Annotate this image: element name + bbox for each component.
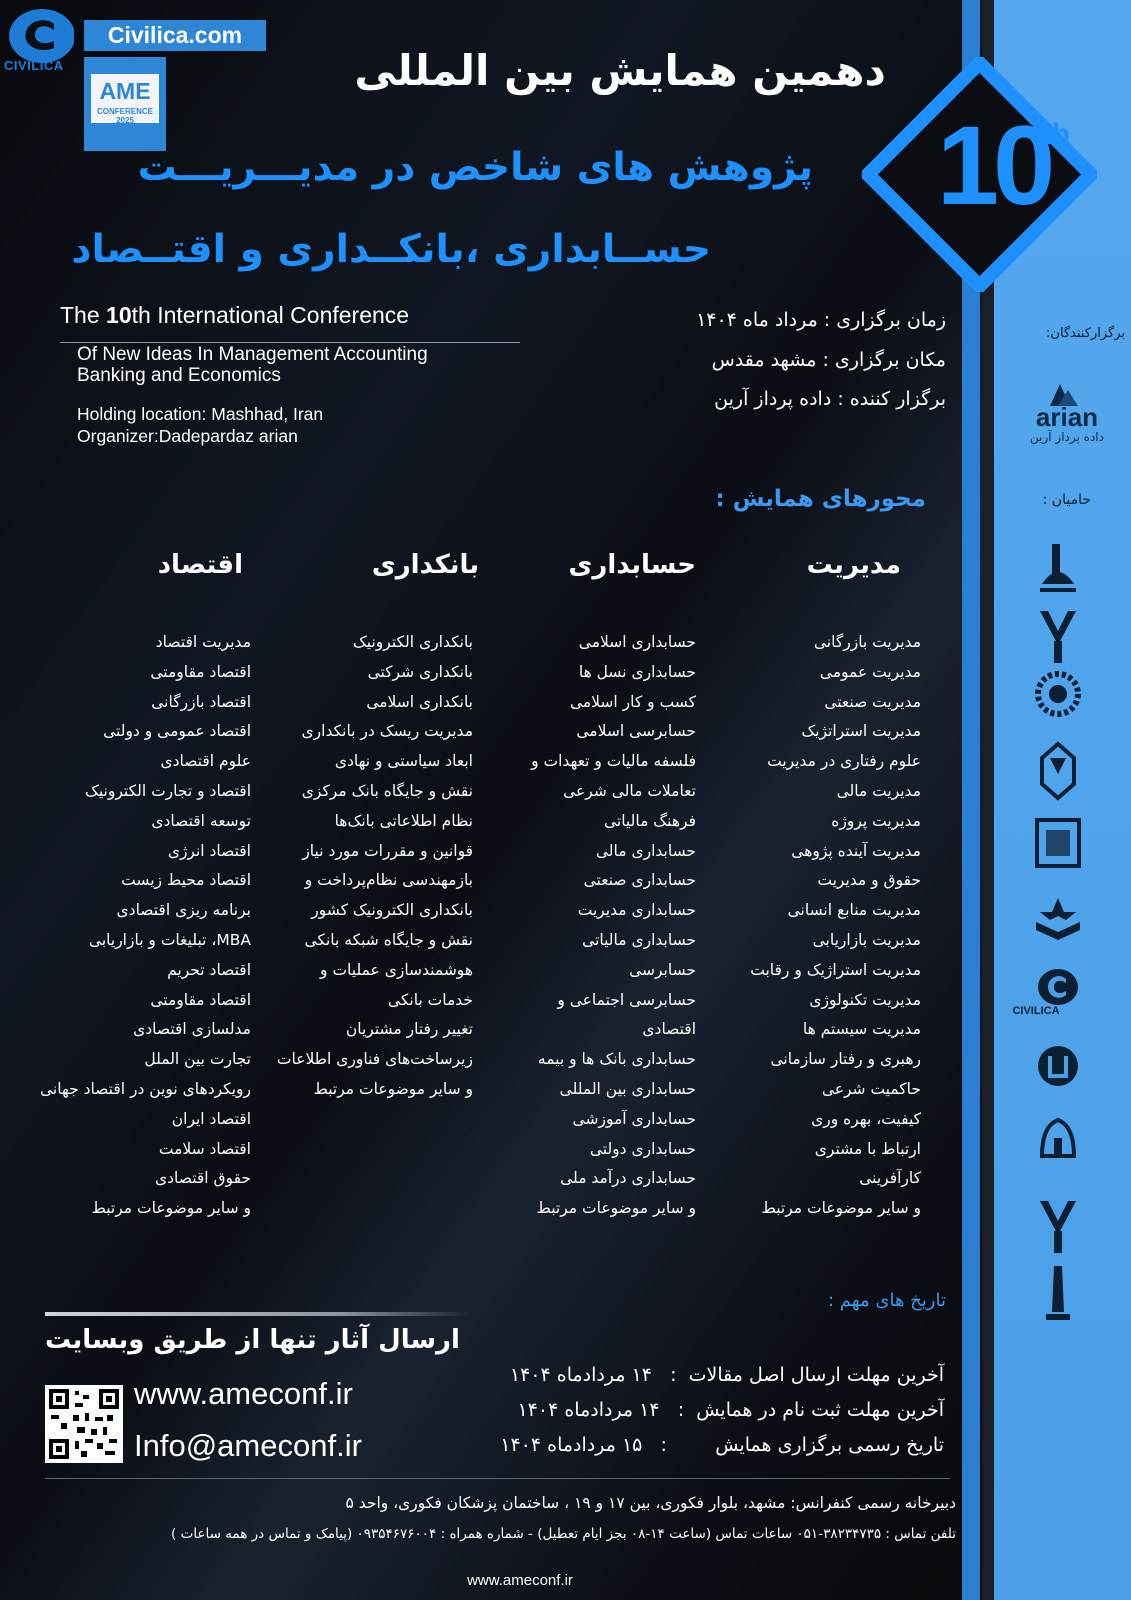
- axis-item: بانکداری الکترونیک کشور: [311, 901, 473, 920]
- axis-item: و سایر موضوعات مرتبط: [536, 1199, 696, 1218]
- civilica-sponsor-logo-icon: [1032, 965, 1084, 1027]
- axis-item: اقتصاد عمومی و دولتی: [103, 722, 251, 741]
- axis-item: هوشمندسازی عملیات و: [320, 960, 473, 979]
- english-subtitle-1: Of New Ideas In Management Accounting: [77, 344, 428, 365]
- payame-noor-logo-icon: [1032, 668, 1084, 730]
- axis-item: اقتصاد بازرگانی: [151, 692, 251, 711]
- axis-item: حسابداری مدیریت: [577, 901, 696, 920]
- banking-list: [277, 628, 473, 1105]
- axis-item: بانکداری الکترونیک: [352, 633, 473, 651]
- axis-item: تجارت بین الملل: [144, 1050, 251, 1069]
- axis-item: حسابداری اسلامی: [578, 633, 696, 651]
- qr-code-icon[interactable]: [45, 1385, 123, 1463]
- axis-item: مدیریت اقتصاد: [155, 633, 251, 651]
- axis-item: رویکردهای نوین در اقتصاد جهانی: [40, 1079, 251, 1098]
- column-header-economics: اقتصاد: [157, 550, 243, 580]
- edition-number: 10: [936, 103, 1050, 228]
- info-time: زمان برگزاری : مرداد ماه ۱۴۰۴: [696, 309, 946, 331]
- date-row: آخرین مهلت ثبت نام در همایش : ۱۴ مردادماه ۱۴۰۴: [517, 1399, 944, 1421]
- axis-item: حقوق اقتصادی: [155, 1169, 251, 1188]
- english-title: The 10th International Conference: [60, 302, 410, 328]
- civilica-caption: CIVILICA: [4, 58, 64, 73]
- axis-item: مدیریت پروژه: [831, 811, 921, 830]
- axis-item: حسابداری بانک ها و بیمه: [537, 1050, 696, 1069]
- submit-note: ارسال آثار تنها از طریق وبسایت: [45, 1325, 460, 1355]
- axis-item: نقش و جایگاه بانک مرکزی: [301, 781, 473, 800]
- axis-item: حسابرسی اسلامی: [576, 722, 696, 741]
- axis-item: برنامه ریزی اقتصادی: [116, 901, 251, 920]
- axis-item: حسابداری آموزشی: [572, 1109, 696, 1128]
- arian-logo-text: arian: [1035, 402, 1099, 432]
- management-list: [750, 628, 921, 1224]
- axis-item: خدمات بانکی: [387, 990, 473, 1009]
- axis-item: زیرساخت‌های فناوری اطلاعات: [276, 1050, 473, 1069]
- organization-logo-icon: [1032, 1040, 1084, 1102]
- economics-list: [40, 628, 251, 1224]
- axis-item: حسابداری مالی: [595, 841, 696, 860]
- axis-item: حاکمیت شرعی: [821, 1079, 921, 1098]
- axis-item: حسابرسی اجتماعی و: [557, 990, 696, 1009]
- dates-title: تاریخ های مهم :: [827, 1290, 946, 1311]
- date-row: آخرین مهلت ارسال اصل مقالات : ۱۴ مردادماه ۱۴۰۴: [509, 1364, 944, 1386]
- axis-item: حسابداری صنعتی: [583, 871, 696, 890]
- axis-item: تعاملات مالی شرعی: [563, 781, 696, 800]
- axis-item: اقتصاد محیط زیست: [121, 871, 251, 890]
- axis-item: اقتصاد تحریم: [167, 960, 251, 979]
- axis-item: حسابرسی: [629, 960, 696, 979]
- civilica-sponsor-caption: CIVILICA: [1012, 1005, 1060, 1017]
- title-line-2: پژوهش های شاخص در مدیـــریـــت: [137, 145, 813, 190]
- ame-logo-sub: CONFERENCE 2025: [96, 107, 153, 125]
- axis-item: حسابداری بین المللی: [559, 1079, 696, 1098]
- axis-item: اقتصاد انرژی: [167, 841, 251, 860]
- mosque-logo-icon: [1032, 1112, 1084, 1174]
- axis-item: نظام اطلاعاتی بانک‌ها: [334, 811, 473, 830]
- axis-item: اقتصاد و تجارت الکترونیک: [84, 781, 251, 800]
- axis-item: اقتصادی: [642, 1020, 696, 1039]
- axis-item: تغییر رفتار مشتریان: [345, 1020, 473, 1039]
- axis-item: حقوق و مدیریت: [817, 871, 921, 890]
- website-link[interactable]: www.ameconf.ir: [134, 1376, 353, 1411]
- english-subtitle-2: Banking and Economics: [77, 365, 281, 386]
- axis-item: بانکداری شرکتی: [367, 662, 473, 681]
- title-line-3: حســابداری ،بانکــداری و اقتــصاد: [71, 227, 711, 272]
- book-logo-icon: [1032, 892, 1084, 954]
- arian-logo: [1012, 380, 1122, 455]
- tower-logo-icon: [1032, 1262, 1084, 1332]
- axis-item: مدیریت استراژیک و رقابت: [750, 960, 921, 979]
- axis-item: مدلسازی اقتصادی: [133, 1020, 251, 1039]
- axis-item: مدیریت مالی: [836, 781, 921, 800]
- axis-item: بانکداری اسلامی: [366, 692, 473, 711]
- column-header-accounting: حسابداری: [568, 550, 696, 580]
- axis-item: بازمهندسی نظام‌پرداخت و: [304, 871, 473, 890]
- axis-item: قوانین و مقررات مورد نیاز: [302, 841, 473, 860]
- axis-item: مدیریت عمومی: [819, 662, 921, 681]
- azad-university-2-logo-icon: [1032, 1195, 1084, 1257]
- axis-item: نقش و جایگاه شبکه بانکی: [304, 930, 473, 949]
- applied-science-logo-icon: [1032, 740, 1084, 802]
- axis-item: کسب و کار اسلامی: [569, 692, 696, 711]
- axis-item: ارتباط با مشتری: [814, 1139, 921, 1158]
- axis-item: حسابداری مالیاتی: [582, 930, 696, 949]
- accounting-list: [531, 628, 696, 1224]
- axis-item: MBA، تبلیغات و بازاریابی: [88, 930, 251, 949]
- axis-item: علوم اقتصادی: [160, 752, 251, 771]
- axis-item: مدیریت تکنولوژی: [809, 990, 921, 1009]
- ame-logo-text: AME: [99, 78, 151, 104]
- footer-url[interactable]: www.ameconf.ir: [467, 1572, 573, 1589]
- axis-item: و سایر موضوعات مرتبط: [761, 1199, 921, 1218]
- axis-item: حسابداری نسل ها: [578, 662, 696, 681]
- axis-item: مدیریت ریسک در بانکداری: [301, 722, 473, 741]
- edition-suffix: th: [1042, 118, 1071, 151]
- secretariat-address: دبیرخانه رسمی کنفرانس: مشهد، بلوار فکوری، بین ۱۷ و ۱۹ ، ساختمان پزشکان فکوری، واحد ۵: [345, 1494, 956, 1512]
- english-title-underline: [60, 342, 520, 343]
- axis-item: توسعه اقتصادی: [151, 811, 251, 830]
- column-header-banking: بانکداری: [371, 550, 479, 580]
- axis-item: اقتصاد سلامت: [158, 1139, 251, 1158]
- axis-item: حسابداری درآمد ملی: [560, 1169, 696, 1188]
- organizers-label: برگزارکنندگان:: [1046, 326, 1125, 341]
- english-organizer: Organizer:Dadepardaz arian: [77, 426, 298, 446]
- axis-item: فرهنگ مالیاتی: [604, 811, 696, 830]
- axis-item: رهبری و رفتار سازمانی: [770, 1050, 921, 1069]
- civilica-site-link[interactable]: Civilica.com: [84, 20, 266, 51]
- info-organizer: برگزار کننده : داده پرداز آرین: [714, 388, 946, 410]
- axis-item: فلسفه مالیات و تعهدات و: [531, 752, 696, 771]
- axis-item: مدیریت صنعتی: [824, 692, 921, 711]
- axis-item: و سایر موضوعات مرتبط: [313, 1079, 473, 1098]
- axis-item: کیفیت، بهره وری: [811, 1109, 921, 1128]
- contact-phone: تلفن تماس : ۳۸۲۳۴۷۳۵-۰۵۱ ساعات تماس (ساعت ۱۴-۰۸ بجز ایام تعطیل) - شماره همراه : ۰۹۳۵۴۶۷۶۰۰۴ (پیامک و تماس در همه ساعات ): [171, 1526, 956, 1542]
- axis-item: حسابداری دولتی: [589, 1139, 696, 1158]
- axis-item: و سایر موضوعات مرتبط: [91, 1199, 251, 1218]
- axis-item: علوم رفتاری در مدیریت: [767, 752, 921, 771]
- axis-item: کارآفرینی: [859, 1169, 921, 1188]
- axis-item: اقتصاد ایران: [171, 1109, 251, 1128]
- date-row: تاریخ رسمی برگزاری همایش : ۱۵ مردادماه ۱۴۰۴: [500, 1434, 944, 1456]
- axis-item: اقتصاد مقاومتی: [150, 990, 251, 1009]
- axis-item: مدیریت بازرگانی: [813, 633, 921, 651]
- info-place: مکان برگزاری : مشهد مقدس: [711, 349, 946, 371]
- university-logo-icon: [1032, 540, 1084, 602]
- axis-item: ابعاد سیاستی و نهادی: [334, 752, 473, 771]
- shahid-beheshti-logo-icon: [1032, 812, 1084, 874]
- axis-item: مدیریت منابع انسانی: [787, 901, 921, 920]
- azad-university-logo-icon: [1032, 605, 1084, 667]
- axis-item: مدیریت استراتژیک: [801, 722, 921, 741]
- english-location: Holding location: Mashhad, Iran: [77, 404, 324, 424]
- column-header-management: مدیریت: [806, 550, 901, 580]
- axis-item: مدیریت سیستم ها: [802, 1020, 921, 1039]
- sponsors-label: حامیان :: [1042, 492, 1091, 508]
- axis-item: مدیریت آینده پژوهی: [791, 841, 921, 860]
- axis-item: اقتصاد مقاومتی: [150, 662, 251, 681]
- footer-divider: [45, 1478, 950, 1479]
- email-link[interactable]: Info@ameconf.ir: [134, 1428, 362, 1463]
- axis-item: مدیریت بازاریابی: [812, 930, 921, 949]
- axes-title: محورهای همایش :: [715, 486, 926, 512]
- title-line-1: دهمین همایش بین المللی: [354, 46, 886, 95]
- arian-logo-sub: داده پرداز آرین: [1030, 430, 1104, 444]
- ame-logo: [84, 57, 166, 151]
- section-divider: [45, 1312, 470, 1316]
